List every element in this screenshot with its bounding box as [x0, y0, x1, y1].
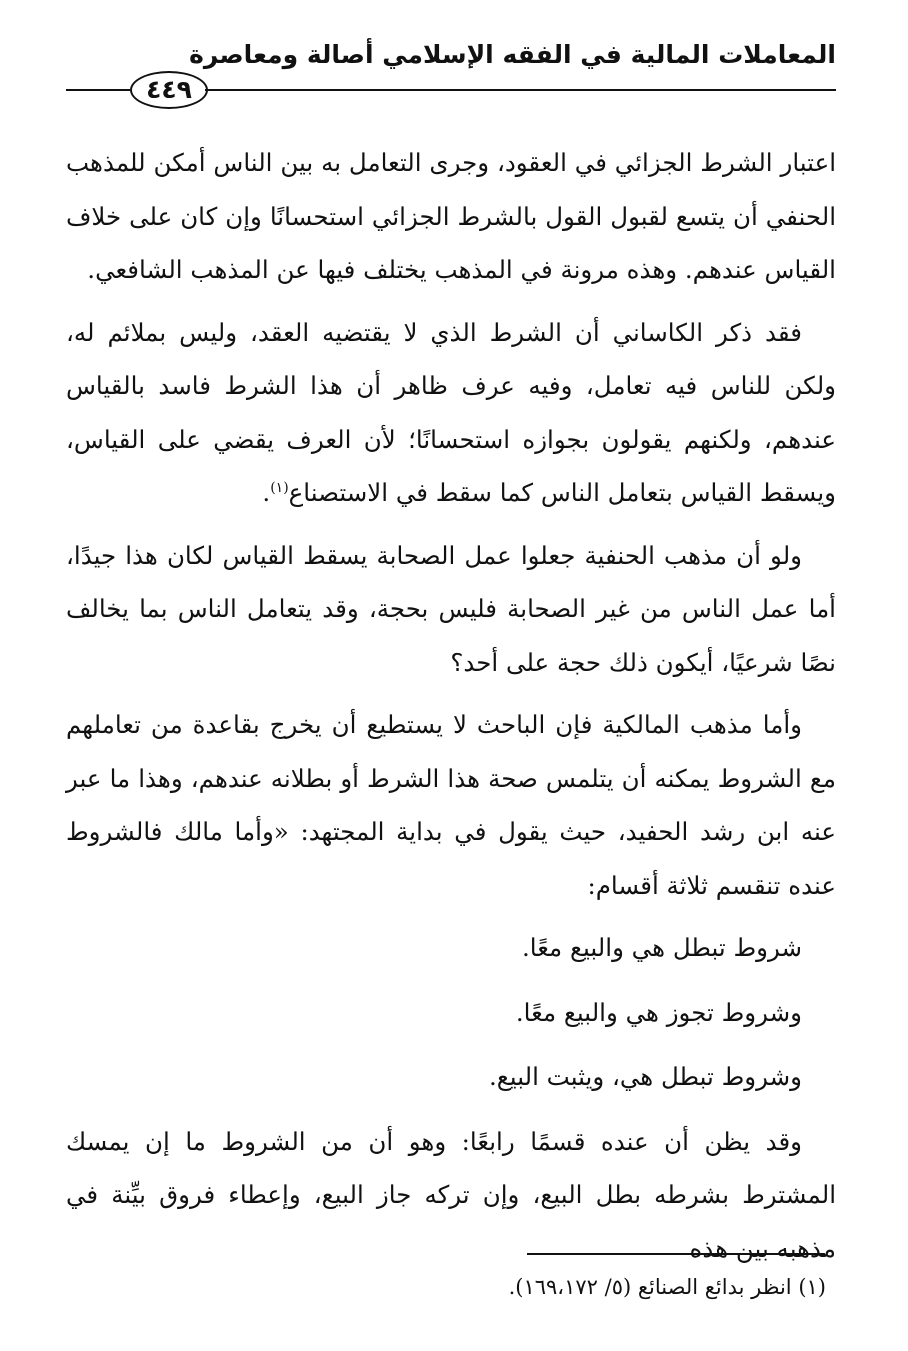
footnote-reference: (١)	[270, 479, 289, 496]
condition-item: شروط تبطل هي والبيع معًا.	[521, 933, 802, 962]
running-header-title: المعاملات المالية في الفقه الإسلامي أصالة ومعاصرة	[189, 40, 836, 69]
body-text	[66, 136, 836, 1284]
header-rule-left	[66, 89, 130, 91]
footnote-separator	[527, 1253, 825, 1255]
condition-item: وشروط تجوز هي والبيع معًا.	[515, 997, 802, 1027]
paragraph: اعتبار الشرط الجزائي في العقود، وجرى التعامل به بين الناس أمكن للمذهب الحنفي أن يتسع لقبول القول بالشرط الجزائي استحسانًا وإن كان على خلاف القياس عندهم. وهذه مرونة في المذهب يختلف فيها عن المذهب الشافعي.	[66, 148, 836, 284]
footnote	[509, 1272, 826, 1302]
paragraph	[66, 306, 836, 520]
paragraph: ولو أن مذهب الحنفية جعلوا عمل الصحابة يسقط القياس لكان هذا جيدًا، أما عمل الناس من غير الصحابة فليس بحجة، وقد يتعامل الناس بما يخالف نصًا شرعيًا، أيكون ذلك حجة على أحد؟	[66, 540, 836, 677]
paragraph-end-punct: .	[262, 478, 271, 507]
condition-item: وشروط تبطل هي، ويثبت البيع.	[488, 1062, 802, 1091]
paragraph-text: فقد ذكر الكاساني أن الشرط الذي لا يقتضيه العقد، وليس بملائم له، ولكن للناس فيه تعامل، وفيه عرف ظاهر أن هذا الشرط فاسد بالقياس عندهم، ولكنهم يقولون بجوازه استحسانًا؛ لأن العرف يقضي على القياس، ويسقط القياس بتعامل الناس كما سقط في الاستصناع	[66, 317, 836, 507]
footnote-marker: (١)	[798, 1275, 826, 1299]
footnote-text: انظر بدائع الصنائع (٥/ ١٦٩،١٧٢).	[508, 1275, 792, 1299]
paragraph: وقد يظن أن عنده قسمًا رابعًا: وهو أن من الشروط ما إن يمسك المشترط بشرطه بطل البيع، وإن تركه جاز البيع، وإعطاء فروق بيِّنة في مذهبه بين هذه	[66, 1126, 836, 1263]
paragraph: وأما مذهب المالكية فإن الباحث لا يستطيع أن يخرج بقاعدة من تعاملهم مع الشروط يمكنه أن يتلمس صحة هذا الشرط أو بطلانه عندهم، وهذا ما عبر عنه ابن رشد الحفيد، حيث يقول في بداية المجتهد: «وأما مالك فالشروط عنده تنقسم ثلاثة أقسام:	[66, 710, 836, 900]
page-number: ٤٤٩	[130, 71, 208, 109]
header-rule	[205, 89, 836, 91]
